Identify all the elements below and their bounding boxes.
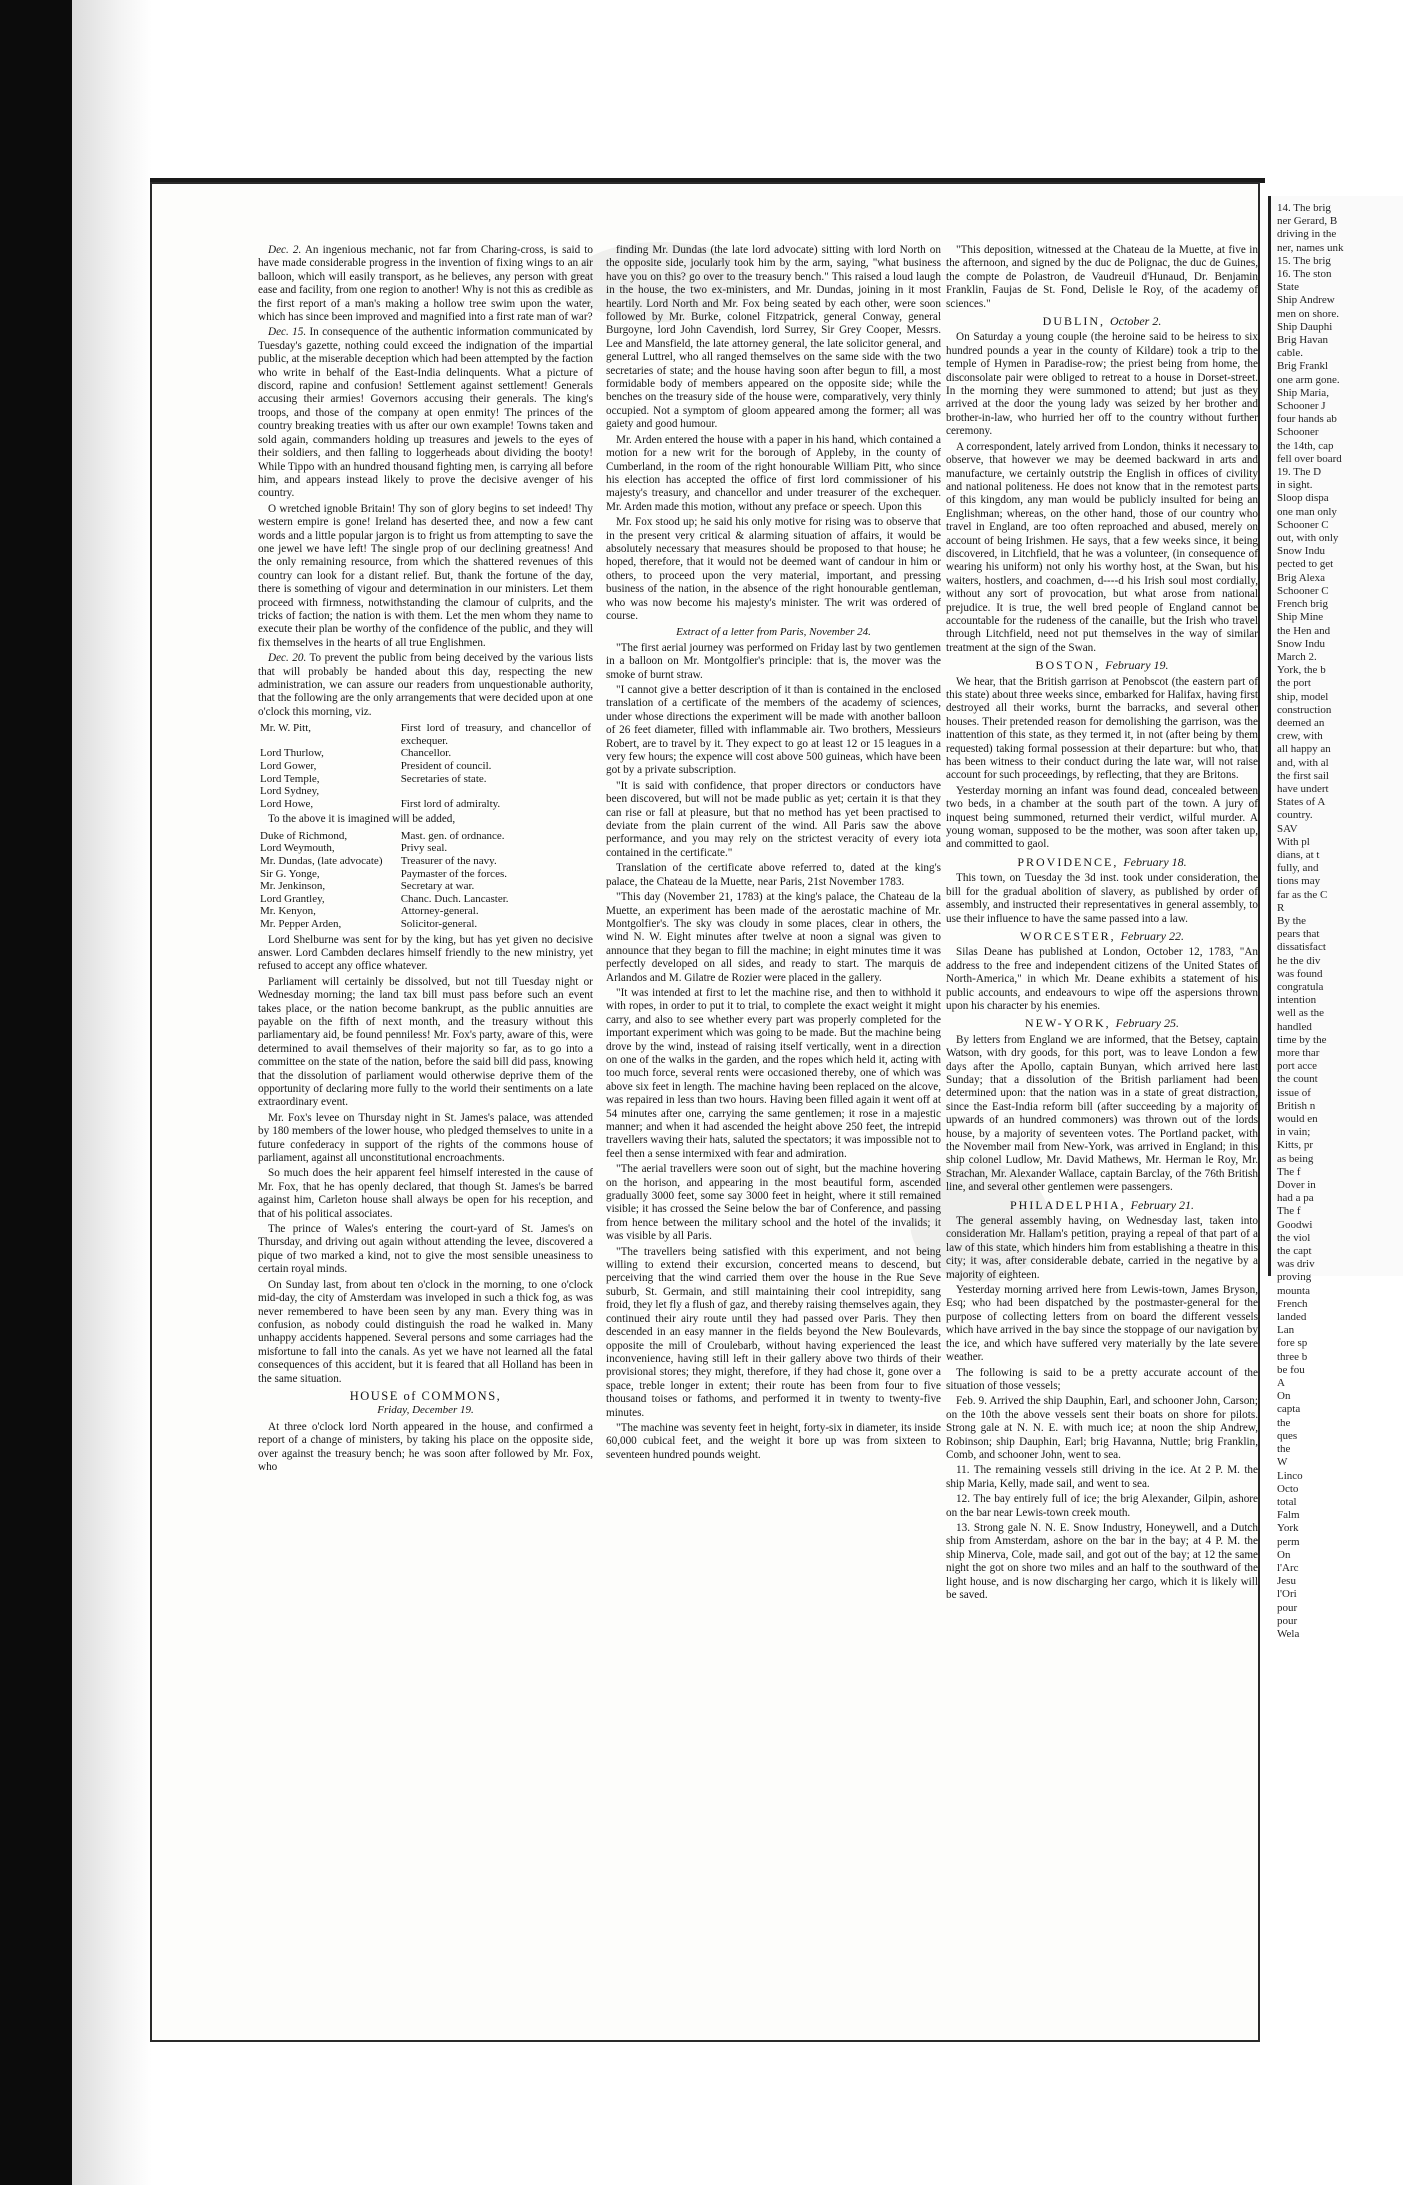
- paragraph: Feb. 9. Arrived the ship Dauphin, Earl, and schooner John, Carson; on the 10th the above vessels sent their boats on shore for pilots. Strong gale at N. N. E. with much ice; at noon the ship Andrew, Robinson; ship Dauphin, Earl; brig Havanna, Nuttle; brig Franklin, Comb, and schooner John, went to sea.: [946, 1395, 1258, 1461]
- dateline-place: PHILADELPHIA,: [1010, 1197, 1126, 1212]
- facing-page-line: all happy an: [1277, 743, 1331, 756]
- facing-page-line: pected to get: [1277, 558, 1334, 571]
- facing-page-line: On: [1277, 1548, 1291, 1561]
- ministry-name: Lord Weymouth,: [260, 842, 335, 855]
- facing-page-line: The f: [1277, 1165, 1301, 1178]
- facing-page-line: deemed an: [1277, 716, 1325, 729]
- dateline-place: PROVIDENCE,: [1017, 854, 1119, 869]
- ministry-office: Attorney-general.: [400, 905, 479, 918]
- scan-border-left: [0, 0, 72, 2185]
- ministry-name: Lord Thurlow,: [260, 747, 324, 760]
- facing-page-line: mounta: [1277, 1284, 1310, 1297]
- extract-paragraphs: [606, 642, 941, 1462]
- paragraph: "This day (November 21, 1783) at the king's palace, the Chateau de la Muette, an experiment has been made of the aerostatic machine of Mr. Montgolfier's. The sky was cloudy in some places, clear in others, the wind N. W. Eight minutes after twelve at noon a signal was given to announce that they began to fill the machine; in eight minutes time it was perfectly developed on all sides, and ready to start. The marquis de Arlandos and M. Gilatre de Rozier were placed in the gallery.: [606, 891, 941, 984]
- facing-page-line: more thar: [1277, 1047, 1320, 1059]
- facing-page-line: Snow Indu: [1277, 545, 1325, 558]
- facing-page-line: had a pa: [1277, 1192, 1314, 1205]
- ministry-row: [258, 842, 593, 855]
- facing-page-fragment: [1268, 196, 1403, 1640]
- facing-page-line: the first sail: [1277, 769, 1329, 782]
- ministry-name: Mr. Jenkinson,: [260, 880, 326, 893]
- facing-page-line: Ship Dauphi: [1277, 320, 1333, 333]
- paragraph-text: To prevent the public from being deceived by the various lists that will probably be handed about this day, respecting the new administration, we can assure our readers from unquestionable authority, that the following are the only arrangements that were decided upon at one o'clock this morning, viz.: [258, 652, 594, 718]
- paragraph: [258, 1167, 593, 1221]
- paragraph: The following is said to be a pretty accurate account of the situation of those vessels;: [946, 1366, 1258, 1392]
- dateline-place: BOSTON,: [1035, 658, 1101, 673]
- facing-page-line: Sloop dispa: [1277, 492, 1329, 505]
- ministry-name: Mr. Pepper Arden,: [260, 917, 342, 930]
- paragraph: "It is said with confidence, that proper directors or conductors have been discovered, but will not be made public as yet; certain it is that they can rise or fall at pleasure, but that no method has yet been practised to deviate from the plain current of the wind. All Paris saw the above performance, and you may rely on the strictest veracity of every iota contained in the certificate.": [606, 779, 941, 859]
- facing-page-line: Brig Havan: [1277, 334, 1329, 347]
- paragraph: "This deposition, witnessed at the Chateau de la Muette, at five in the afternoon, and signed by the duc de Polignac, the duc de Guines, the compte de Polastron, de Vaudreuil d'Hunaud, Dr. Benjamin Franklin, Faujas de St. Fond, Delisle le Roy, of the academy of sciences.": [946, 244, 1258, 310]
- ministry-row: [258, 868, 593, 881]
- ministry-added-list: [258, 830, 593, 931]
- facing-page-line: States of A: [1277, 796, 1326, 809]
- paragraph: [258, 1112, 593, 1166]
- facing-page-line: fell over board: [1277, 452, 1342, 465]
- dateline-dublin: [946, 315, 1258, 328]
- facing-page-line: State: [1277, 281, 1299, 294]
- facing-page-line: Wela: [1277, 1627, 1300, 1640]
- column-1: [258, 244, 593, 1984]
- new-york-paragraphs: [946, 1034, 1258, 1195]
- facing-page-line: l'Arc: [1277, 1561, 1299, 1574]
- ministry-row: [258, 918, 593, 931]
- facing-page-line: well as the: [1277, 1007, 1325, 1020]
- facing-page-line: ner, names unk: [1277, 241, 1344, 254]
- facing-page-line: tions may: [1277, 875, 1321, 888]
- column-2-paragraphs: [606, 244, 941, 623]
- paragraph-text: O wretched ignoble Britain! Thy son of glory begins to set indeed! Thy western empire is gone! Ireland has deserted thee, and now a few cant words and a little popular jargon is to fright us from attempting to save the one jewel we have left! The single prop of our declining greatness! And the only remaining resource, from which the shattered revenues of this country can look for a distant relief. But, thank the fortune of the day, there is something of vigour and determination in our ministers. Let them proceed with firmness, notwithstanding the clamour of culprits, and the tricks of faction; the nation is with them. Let the men whom they name to execute their plan be worthy of the confidence of the public, and they will fix themselves in the hearts of all true Englishmen.: [258, 502, 593, 649]
- dateline-date: February 19.: [1105, 658, 1169, 673]
- facing-page-line: 19. The D: [1277, 466, 1322, 479]
- facing-page-line: driving in the: [1277, 228, 1337, 241]
- column-2: [606, 244, 941, 1984]
- paragraph: By letters from England we are informed, that the Betsey, captain Watson, with dry goods, for this port, was to leave London a few days after the Apollo, captain Bunyan, which arrived here last Sunday; that a dissolution of the British parliament had been determined upon: that the nation was in a state of great distraction, since the East-India reform bill (after succeeding by a majority of upwards of an hundred commoners) was thrown out of the lords house, by a majority of seventeen votes. The Portland packet, with the November mail from New-York, was arrived in England; in this ship colonel Ludlow, Mr. David Mathews, Mr. Herman le Roy, Mr. Strachan, Mr. Alexander Wallace, captain Barclay, of the 76th British line, and several other gentlemen were passengers.: [946, 1033, 1258, 1194]
- paragraph: 12. The bay entirely full of ice; the brig Alexander, Gilpin, ashore on the bar near Lewis-town creek mouth.: [946, 1493, 1258, 1519]
- facing-page-line: ner Gerard, B: [1277, 215, 1338, 228]
- house-of-commons-text: At three o'clock lord North appeared in the house, and confirmed a report of a change of ministers, by taking his place on the opposite side, over against the treasury bench; he was soon after followed by Mr. Fox, who: [258, 1420, 593, 1473]
- dateline-providence: [946, 856, 1258, 869]
- facing-page-line: perm: [1277, 1535, 1300, 1548]
- paragraph: [258, 1223, 593, 1277]
- paragraph-date: Dec. 2.: [268, 244, 302, 256]
- facing-page-line: Octo: [1277, 1482, 1299, 1495]
- ministry-office: Secretary at war.: [400, 880, 475, 893]
- facing-page-line: landed: [1277, 1311, 1307, 1324]
- ministry-office: Treasurer of the navy.: [400, 854, 497, 867]
- facing-page-line: l'Ori: [1277, 1588, 1297, 1601]
- paragraph: [258, 244, 593, 324]
- facing-page-line: ship, model: [1277, 690, 1329, 703]
- facing-page-line: in sight.: [1277, 479, 1313, 492]
- facing-page-line: dissatisfact: [1277, 941, 1326, 954]
- paragraph: The general assembly having, on Wednesday last, taken into consideration Mr. Hallam's petition, praying a repeal of that part of a law of this state, which hinders him from establishing a theatre in this city; it was, after considerable debate, carried in the negative by a majority of eighteen.: [946, 1215, 1258, 1281]
- ministry-office: Mast. gen. of ordnance.: [400, 829, 505, 842]
- paragraph-text: So much does the heir apparent feel himself interested in the cause of Mr. Fox, that he has openly declared, that though St. James's be barred against him, Carleton house shall always be open for his reception, and that of his political associates.: [258, 1167, 593, 1220]
- paragraph: A correspondent, lately arrived from London, thinks it necessary to observe, that however we may be deemed backward in arts and manufacture, we certainly outstrip the English in offices of civility and national politeness. He does not know that in the remotest parts of this kingdom, any man would be publicly insulted for being an Englishman; whereas, on the other hand, those of our country who travel in England, are too often reproached and abused, merely on account of being Irishmen. He says, that a few weeks since, it being discovered, in Litchfield, that he was a volunteer, (in consequence of wearing his uniform) not only his worthy host, at the Swan, but his waiters, hostlers, and coachmen, d----d his Irish soul most cordially, without any sort of provocation, but what arose from national prejudice. It is true, the well bred people of England cannot be accountable for the rudeness of the canaille, but the Irish who travel through Litchfield, need not put themselves in the way of similar treatment at the sign of the Swan.: [946, 440, 1258, 654]
- dateline-new-york: [946, 1017, 1258, 1030]
- paragraph: "The travellers being satisfied with this experiment, and not being willing to extend their excursion, concerted means to descend, but perceiving that the wind carried them over the house in the Rue Seve suburb, St. Germain, and still maintaining their cool intrepidity, sang froid, they let fly a flush of gaz, and thereby raising themselves again, they continued their airy route until they had passed over Paris. They then descended in an easy manner in the fields beyond the New Boulevards, opposite the mill of Croulebarb, without having experienced the least inconvenience, having still left in their gallery above two thirds of their provisional stores; they might, therefore, if they had chose it, gone over a space, treble longer in extent; their route has been from four to five thousand toises or fathoms, and performed it in twenty to twenty-five minutes.: [606, 1245, 941, 1419]
- ministry-name: Lord Howe,: [260, 797, 314, 810]
- dateline-philadelphia: [946, 1199, 1258, 1212]
- facing-page-line: he the div: [1277, 954, 1321, 967]
- facing-page-line: R: [1277, 901, 1285, 914]
- facing-page-line: the: [1277, 1416, 1291, 1429]
- facing-page-line: Schooner: [1277, 426, 1319, 439]
- ministry-office: Solicitor-general.: [400, 917, 478, 930]
- facing-page-line: By the: [1277, 914, 1307, 927]
- house-of-commons-date: Friday, December 19.: [377, 1404, 474, 1417]
- paragraph: We hear, that the British garrison at Penobscot (the eastern part of this state) about three weeks since, embarked for Halifax, having first destroyed all their works, burnt the barracks, and several other houses. Their pretended reason for demolishing the garrison, was the inattention of this state, as they termed it, in not (after being by them requested) taking formal possession at their departure: but who, that has been witness to their conduct during the late war, will not raise account for such proceedings, by reflecting, that they are Britons.: [946, 675, 1258, 782]
- ministry-name: Lord Temple,: [260, 772, 320, 785]
- paragraph-text: Lord Shelburne was sent for by the king, but has yet given no decisive answer. Lord Cambden declares himself friendly to the new ministry, yet refused to accept any office whatever.: [258, 933, 593, 973]
- facing-page-line: Ship Mine: [1277, 611, 1324, 624]
- paragraph: Yesterday morning arrived here from Lewis-town, James Bryson, Esq; who had been dispatched by the postmaster-general for the purpose of collecting letters from on board the different vessels which have arrived in the bay since the stoppage of our navigation by the ice, and which have suffered very materially by the late severe weather.: [946, 1284, 1258, 1364]
- paragraph: On Saturday a young couple (the heroine said to be heiress to six hundred pounds a year in the county of Kildare) took a trip to the temple of Hymen in Paradise-row; the priest being from home, the disconsolate pair were obliged to retreat to a house in Dorset-street. In the morning they were summoned to attend; but just as they arrived at the door the young lady was seized by her brother and brother-in-law, who hurried her off to the country without further ceremony.: [946, 331, 1258, 438]
- facing-page-line: A: [1277, 1377, 1285, 1390]
- facing-page-line: congratula: [1277, 980, 1324, 993]
- facing-page-line: cable.: [1277, 347, 1303, 360]
- facing-page-line: dians, at t: [1277, 848, 1320, 861]
- facing-page-line: and, with al: [1277, 756, 1329, 769]
- paragraph: [258, 934, 593, 974]
- paragraph: Mr. Arden entered the house with a paper in his hand, which contained a motion for a new writ for the borough of Appleby, in the county of Cumberland, in the room of the right honourable William Pitt, who since his election has accepted the office of first lord commissioner of his majesty's treasury, and chancellor and under treasurer of the exchequer. Mr. Arden made this motion, without any preface or speech. Upon this: [606, 433, 941, 513]
- ministry-office: First lord of treasury, and chancellor of exchequer.: [400, 722, 591, 747]
- paragraph: 13. Strong gale N. N. E. Snow Industry, Honeywell, and a Dutch ship from Amsterdam, ashore on the bar in the bay; at 4 P. M. the ship Minerva, Cole, made sail, and got out of the bay; at 12 the same night the got on shore two miles and an half to the southward of the light house, and is now discharging her cargo, which it is likely will be saved.: [946, 1521, 1258, 1601]
- paragraph: [258, 652, 593, 719]
- paragraph: "The aerial travellers were soon out of sight, but the machine hovering on the horison, and appearing in the most beautiful form, ascended gradually 3000 feet, some say 3000 feet in height, where it still remained visible; it has crossed the Seine below the bar of Conference, and passing from hence between the military school and the hotel of the invalids; it was visible by all Paris.: [606, 1163, 941, 1243]
- dublin-paragraphs: [946, 331, 1258, 655]
- facing-page-line: be fou: [1277, 1363, 1305, 1376]
- ministry-office: President of council.: [400, 760, 492, 772]
- ministry-office: [399, 785, 593, 798]
- ministry-row: [258, 798, 593, 811]
- facing-page-line: capta: [1277, 1403, 1301, 1416]
- facing-page-line: time by the: [1277, 1033, 1327, 1046]
- paragraph-text: The prince of Wales's entering the court-yard of St. James's on Thursday, and driving out again without attending the levee, discovered a pique of two marked a kind, not to give the most sensible uneasiness to certain royal minds.: [258, 1223, 593, 1276]
- facing-page-line: the count: [1277, 1073, 1318, 1086]
- facing-page-line: Dover in: [1277, 1179, 1316, 1192]
- facing-page-line: four hands ab: [1277, 413, 1337, 426]
- dateline-worcester: [946, 930, 1258, 943]
- paragraph-date: Dec. 20.: [268, 652, 307, 665]
- paragraph-text: Mr. Fox's levee on Thursday night in St. James's palace, was attended by 180 members of the lower house, who pledged themselves to unite in a future confederacy in support of the rights of the commons house of parliament, against all unconstitutional encroachments.: [258, 1111, 593, 1165]
- ministry-name: Mr. Dundas, (late advocate): [260, 854, 383, 867]
- ministry-name: Lord Gower,: [260, 760, 317, 772]
- ministry-note: To the above it is imagined will be added,: [268, 813, 456, 826]
- paragraph: "I cannot give a better description of it than is contained in the enclosed translation of a certificate of the members of the academy of sciences, under whose directions the experiment will be made with another balloon of 26 feet diameter, filled with inflammable air. Two brothers, Messieurs Robert, are to travel by it. They expect to go at least 12 or 15 leagues in a very few hours; the expence will cost above 500 guineas, which have been got by a private subscription.: [606, 684, 941, 777]
- facing-page-line: Lan: [1277, 1324, 1295, 1337]
- dateline-place: NEW-YORK,: [1025, 1016, 1111, 1031]
- dateline-place: DUBLIN,: [1042, 314, 1105, 329]
- facing-page-line: Brig Frankl: [1277, 360, 1329, 373]
- worcester-paragraphs: [946, 946, 1258, 1013]
- facing-page-line: Brig Alexa: [1277, 571, 1325, 584]
- paragraph-date: Dec. 15.: [268, 326, 307, 339]
- facing-page-line: Goodwi: [1277, 1218, 1313, 1231]
- facing-page-line: On: [1277, 1390, 1291, 1403]
- dateline-date: October 2.: [1110, 314, 1162, 329]
- paragraph: [258, 503, 593, 650]
- facing-page-line: the: [1277, 1443, 1291, 1456]
- paragraph: "The machine was seventy feet in height, forty-six in diameter, its inside 60,000 cubical feet, and the weight it bore up was from sixteen to seventeen hundred pounds weight.: [606, 1421, 941, 1461]
- facing-page-line: Jesu: [1277, 1575, 1296, 1588]
- extract-heading: Extract of a letter from Paris, November 24.: [676, 626, 871, 639]
- ministry-row: [258, 855, 593, 868]
- facing-page-line: pour: [1277, 1614, 1298, 1627]
- facing-page-line: British n: [1277, 1099, 1316, 1112]
- ministry-name: Sir G. Yonge,: [260, 867, 320, 880]
- paragraph-text: On Sunday last, from about ten o'clock in the morning, to one o'clock mid-day, the city of Amsterdam was inveloped in such a thick fog, as was never remembered to have been seen by any man. Every thing was in confusion, as nobody could distinguish the road he walked in. Many unhappy accidents happened. Several persons and some carriages had the misfortune to fall into the canals. As yet we have not learned all the fatal consequences of this accident, but it is feared that all Holland has been in the same situation.: [258, 1278, 593, 1385]
- paragraph-text: An ingenious mechanic, not far from Charing-cross, is said to have made considerable progress in the invention of fixing wings to an air balloon, which will easily transport, as he believes, any person with great ease and facility, from one region to another! Why is not this as credible as the first report of a man's making a hollow tree swim upon the water, which has since been improved and magnified into a first rate man of war?: [258, 244, 593, 324]
- providence-paragraphs: [946, 872, 1258, 926]
- facing-page-line: French: [1277, 1297, 1308, 1310]
- facing-page-line: total: [1277, 1495, 1297, 1508]
- facing-page-line: as being: [1277, 1152, 1314, 1165]
- facing-page-line: 16. The ston: [1277, 268, 1332, 281]
- dateline-boston: [946, 659, 1258, 672]
- ministry-office: Chancellor.: [400, 747, 452, 760]
- dateline-date: February 18.: [1123, 854, 1187, 869]
- facing-page-line: Falm: [1277, 1509, 1300, 1522]
- paragraph: [258, 976, 593, 1110]
- facing-page-line: Schooner C: [1277, 584, 1329, 597]
- facing-page-line: have undert: [1277, 782, 1329, 795]
- facing-page-line: handled: [1277, 1020, 1312, 1033]
- dateline-place: WORCESTER,: [1020, 928, 1116, 943]
- facing-page-line: fully, and: [1277, 862, 1319, 875]
- facing-page-line: the viol: [1277, 1231, 1311, 1244]
- ministry-name: Mr. Kenyon,: [260, 905, 316, 918]
- facing-page-line: Ship Maria,: [1277, 386, 1329, 399]
- deposition-paragraph: [946, 244, 1258, 311]
- facing-page-line: three b: [1277, 1350, 1308, 1363]
- facing-page-line: the Hen and: [1277, 624, 1331, 637]
- facing-page-line: W: [1277, 1456, 1288, 1469]
- paragraph: 11. The remaining vessels still driving in the ice. At 2 P. M. the ship Maria, Kelly, made sail, and went to sea.: [946, 1464, 1258, 1490]
- book-gutter: [72, 0, 152, 2185]
- facing-page-line: men on shore.: [1277, 307, 1340, 320]
- facing-page-line: The f: [1277, 1205, 1301, 1218]
- facing-page-line: York, the b: [1277, 664, 1326, 677]
- dateline-date: February 25.: [1115, 1016, 1179, 1031]
- paragraph: "The first aerial journey was performed on Friday last by two gentlemen in a balloon on Mr. Montgolfier's principle: that is, the mover was the smoke of burnt straw.: [606, 641, 941, 681]
- facing-page-line: ques: [1277, 1429, 1298, 1442]
- facing-page-line: one arm gone.: [1277, 373, 1340, 386]
- facing-page-line: pears that: [1277, 928, 1320, 941]
- facing-page-line: Schooner C: [1277, 518, 1329, 531]
- paragraph: Silas Deane has published at London, October 12, 1783, "An address to the free and independent citizens of the United States of North-America," in which Mr. Deane exhibits a statement of his public accounts, and endeavours to wipe off the aspersions thrown upon his character by his enemies.: [946, 946, 1258, 1012]
- facing-page-line: Kitts, pr: [1277, 1139, 1314, 1152]
- column-1-paragraphs-after: [258, 934, 593, 1386]
- facing-page-text: [1271, 196, 1403, 1641]
- facing-page-line: fore sp: [1277, 1337, 1308, 1350]
- ministry-row: [258, 880, 593, 893]
- ministry-row: [258, 760, 593, 773]
- facing-page-line: the port: [1277, 677, 1311, 690]
- paragraph: "It was intended at first to let the machine rise, and then to withhold it with ropes, in order to put it to trial, to complete the exact weight it might carry, and also to see whether every part was properly completed for the important experiment which was going to be made. But the machine being drove by the wind, instead of raising itself vertically, went in a direction on one of the walks in the garden, and the ropes which held it, acting with too much force, several rents were occasioned thereby, one of which was above six feet in length. The machine having been replaced on the alcove, was repaired in less than two hours. Having been filled again it went off at 54 minutes after one, carrying the same gentlemen; it rose in a majestic manner; and when it had ascended the height above 250 feet, the intrepid travellers waving their hats, saluted the spectators; it was impossible not to feel then a sense intermixed with fear and admiration.: [606, 986, 941, 1160]
- column-1-paragraphs: [258, 244, 593, 719]
- paragraph: [258, 1279, 593, 1386]
- ministry-row: [258, 893, 593, 906]
- facing-page-line: Linco: [1277, 1469, 1303, 1482]
- ministry-row: [258, 747, 593, 760]
- ministry-name: Lord Sydney,: [260, 785, 320, 798]
- facing-page-line: pour: [1277, 1601, 1298, 1614]
- ministry-row: [258, 785, 593, 798]
- facing-page-line: Schooner J: [1277, 400, 1326, 413]
- paragraph-text: Parliament will certainly be dissolved, but not till Tuesday night or Wednesday morning; the land tax bill must pass before such an event takes place, or the nation become bankrupt, as the public annuities are payable on the fifth of next month, and the treasury without this parliamentary aid, be found penniless! Mr. Fox's party, aware of this, were determined to avail themselves of their majority so far, as to go into a committee on the state of the nation, before the said bill did pass, knowing that the dissolution of parliament would otherwise deprive them of the opportunity of declaring more fully to the world their sentiments on a late extraordinary event.: [258, 975, 593, 1109]
- ministry-office: First lord of admiralty.: [400, 797, 501, 810]
- column-3: [946, 244, 1258, 1984]
- ministry-office: Secretaries of state.: [400, 772, 487, 785]
- house-of-commons-heading: HOUSE of COMMONS,: [349, 1388, 502, 1403]
- facing-page-line: March 2.: [1277, 650, 1317, 663]
- facing-page-line: 15. The brig: [1277, 254, 1331, 267]
- boston-paragraphs: [946, 676, 1258, 852]
- facing-page-line: Ship Andrew: [1277, 294, 1335, 307]
- facing-page-line: port acce: [1277, 1060, 1317, 1073]
- ministry-name: Mr. W. Pitt,: [260, 722, 312, 735]
- facing-page-line: proving: [1277, 1271, 1312, 1284]
- facing-page-line: SAV: [1277, 822, 1298, 835]
- paragraph: [258, 326, 593, 500]
- facing-page-line: construction: [1277, 703, 1332, 716]
- dateline-date: February 22.: [1120, 928, 1184, 943]
- ministry-office: Paymaster of the forces.: [400, 867, 507, 880]
- facing-page-line: the capt: [1277, 1245, 1312, 1258]
- paragraph: Translation of the certificate above referred to, dated at the king's palace, the Chateau de la Muette, near Paris, 21st November 1783.: [606, 862, 941, 888]
- facing-page-line: With pl: [1277, 835, 1310, 848]
- facing-page-line: issue of: [1277, 1086, 1311, 1099]
- paragraph: This town, on Tuesday the 3d inst. took under consideration, the bill for the gradual abolition of slavery, as published by order of assembly, and instructed their representatives in general assembly, to use their influence to have the same passed into a law.: [946, 872, 1258, 925]
- ministry-row: [258, 905, 593, 918]
- ministry-office: Privy seal.: [400, 842, 448, 855]
- facing-page-line: was driv: [1277, 1258, 1315, 1271]
- facing-page-line: Snow Indu: [1277, 637, 1325, 650]
- paragraph: finding Mr. Dundas (the late lord advocate) sitting with lord North on the opposite side, jocularly took him by the arm, saying, "what business have you on this? go over to the treasury bench." This raised a loud laugh in the house, the two ex-ministers, and Mr. Dundas, joining in it most heartily. Lord North and Mr. Fox being seated by each other, were soon followed by Mr. Burke, colonel Fitzpatrick, general Conway, general Burgoyne, lord John Cavendish, lord Surrey, Sir Grey Cooper, Messrs. Lee and Mansfield, the late attorney general, the late solicitor general, and general Luttrel, who all ranged themselves on the same side with the two secretaries of state; and the house having soon after begun to fill, a most formidable body of members appeared on the opposite side; while the benches on the treasury side of the house were, comparatively, very thinly occupied. Not a symptom of gloom appeared among the former; all was gaiety and good humour.: [606, 244, 941, 431]
- ministry-row: [258, 830, 593, 843]
- facing-page-line: in vain;: [1277, 1126, 1311, 1139]
- facing-page-line: out, with only: [1277, 532, 1339, 545]
- dateline-date: February 21.: [1130, 1197, 1194, 1212]
- paragraph-text: In consequence of the authentic information communicated by Tuesday's gazette, nothing could exceed the indignation of the impartial public, at the miserable deception which had been attempted by the faction who write in behalf of the East-India delinquents. What a picture of discord, rapine and confusion! Settlement against settlement! Generals accusing their armies! Governors accusing their generals. The king's troops, and those of the company at open enmity! The princes of the country breaking treaties with us after our own example! Towns taken and sold again, commanders holding up treasures and jewels to the eyes of their soldiers, and then falling to loggerheads about dividing the booty! While Tippo with an hundred thousand fighting men, is carrying all before him, and appears instead likely to prove the decisive avenger of his country.: [258, 326, 594, 500]
- facing-page-line: country.: [1277, 809, 1313, 822]
- facing-page-line: one man only: [1277, 505, 1337, 518]
- facing-page-line: French brig: [1277, 598, 1329, 611]
- ministry-row: [258, 773, 593, 786]
- facing-page-line: far as the C: [1277, 888, 1328, 901]
- philadelphia-paragraphs: [946, 1215, 1258, 1602]
- facing-page-line: intention: [1277, 994, 1317, 1007]
- facing-page-line: crew, with: [1277, 730, 1323, 743]
- paragraph: Yesterday morning an infant was found dead, concealed between two beds, in a chamber at the south part of the town. A jury of inquest being summoned, returned their verdict, wilful murder. A young woman, supposed to be the mother, was soon after taken up, and committed to gaol.: [946, 784, 1258, 851]
- ministry-name: Lord Grantley,: [260, 892, 325, 905]
- paragraph: Mr. Fox stood up; he said his only motive for rising was to observe that in the present very critical & alarming situation of affairs, it would be absolutely necessary that measures should be proposed to that house; he hoped, therefore, that it would not be deemed want of candour in him or others, to proceed upon the very material, important, and pressing business of the nation, in the absence of the right honourable gentleman, who was now become his majesty's minister. The writ was ordered of course.: [606, 516, 941, 622]
- facing-page-line: would en: [1277, 1113, 1318, 1126]
- ministry-name: Duke of Richmond,: [260, 829, 348, 842]
- facing-page-line: the 14th, cap: [1277, 439, 1334, 452]
- ministry-list: [258, 722, 593, 810]
- ministry-row: [258, 722, 593, 747]
- facing-page-line: 14. The brig: [1277, 202, 1331, 214]
- facing-page-line: was found: [1277, 967, 1323, 980]
- facing-page-line: York: [1277, 1522, 1299, 1535]
- ministry-office: Chanc. Duch. Lancaster.: [400, 892, 509, 905]
